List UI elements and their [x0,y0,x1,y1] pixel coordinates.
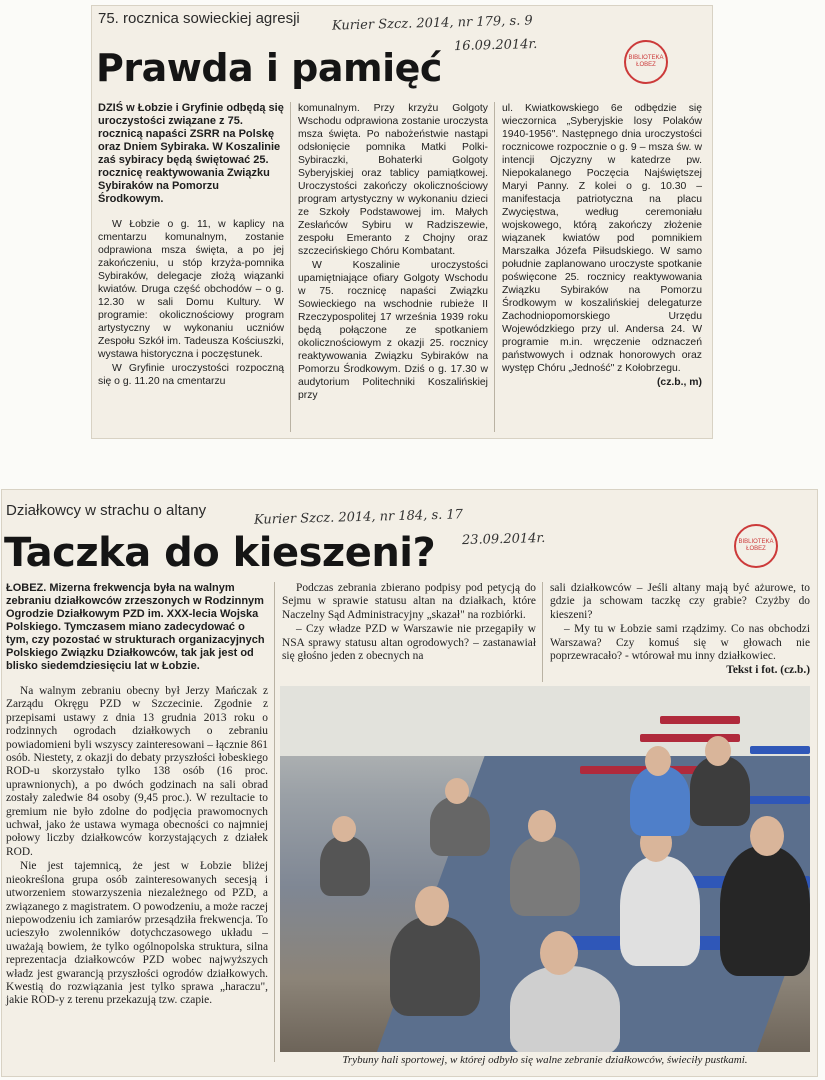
column-divider [542,582,543,682]
person [510,966,620,1052]
seat-row [660,716,740,724]
person-head [645,746,671,776]
article-headline: Taczka do kieszeni? [4,530,436,576]
article-column-1 [6,582,268,1009]
article-column-2 [282,582,536,664]
paragraph: – My tu w Łobzie sami rządzimy. Co nas obchodzi Warszawa? Czy komuś się w głowach nie poprzewracało? - wtórował mu inny działkowiec. [550,623,810,663]
column-divider [494,102,495,432]
person [510,836,580,916]
person-head [332,816,356,842]
paragraph: W Koszalinie uroczystości upamiętniające ofiary Golgoty Wschodu w 75. rocznicę napaści Związku Sowieckiego na wschodnie rubieże II Rzeczypospolitej 17 września 1939 roku będą połączone ze spotkaniem okolicznościowym z okazji 25. rocznicy reaktywowania Związku Sybiraków na Pomorzu Środkowym. Dziś o g. 17.30 w audytorium Politechniki Koszalińskiej przy [298,260,488,401]
article-lead: ŁOBEZ. Mizerna frekwencja była na walnym zebraniu działkowców zrzeszonych w Rodzinnym Ogrodzie Działkowym PZD im. XXX-lecia Wojska Polskiego. Tymczasem miano zadecydować o tym, czy pozostać w strukturach organizacyjnych Polskiego Związku Działkowców, tak jak jest od blisko siedemdziesięciu lat w Łobzie. [6,582,265,672]
article-column-2 [298,102,488,403]
column-divider [274,582,275,1062]
person [630,766,690,836]
sports-hall-stands-photo [280,686,810,1052]
person [720,846,810,976]
article-clipping-1 [92,6,712,438]
paragraph: Podczas zebrania zbierano podpisy pod petycją do Sejmu w sprawie statusu altan na działkach, które Naczelny Sąd Administracyjny „skazał" na rozbiórki. [282,582,536,621]
article-clipping-2 [2,490,817,1076]
paragraph: Nie jest tajemnicą, że jest w Łobzie bliżej nieokreślona grupa osób zainteresowanych secesją i utworzeniem stowarzyszenia niezależnego od PZD, a związanego z magistratem. O powodzeniu, a może raczej niepowodzeniu ich zamiarów przesądziła frekwencja. To ucieszyło zwolenników dotychczasowego układu – uważają bowiem, że tylko ogólnopolska struktura, silna reprezentacja działkowców PZD wobec najwyższych władz jest gwarancją przyszłości ogrodów działkowych. Kwestią do rozwiązania jest tylko sprawa „haraczu", jakie ROD-y z terenu przekazują tzw. czapie. [6,860,268,1007]
person-head [415,886,449,926]
person-head [445,778,469,804]
article-lead: DZIŚ w Łobzie i Gryfinie odbędą się uroczystości związane z 75. rocznicą napaści ZSRR na Polskę oraz Dniem Sybiraka. W Koszalinie zaś sybiracy będą świętować 25. rocznicę reaktywowania Związku Sybiraków na Pomorzu Środkowym. [98,102,284,205]
handwritten-date-note: 23.09.2014r. [461,530,546,549]
person [430,796,490,856]
handwritten-source-note: Kurier Szcz. 2014, nr 184, s. 17 [253,507,464,528]
article-byline: Tekst i fot. (cz.b.) [726,664,810,677]
article-kicker: 75. rocznica sowieckiej agresji [98,10,300,27]
article-headline: Prawda i pamięć [96,46,442,90]
library-stamp: BIBLIOTEKA ŁOBEZ [624,40,668,84]
person [320,836,370,896]
person-head [750,816,784,856]
photo-caption: Trybuny hali sportowej, w której odbyło się walne zebranie działkowców, świeciły pustkami. [342,1054,748,1066]
seat-row [750,746,810,754]
person-head [528,810,556,842]
handwritten-date-note: 16.09.2014r. [453,36,538,55]
handwritten-source-note: Kurier Szcz. 2014, nr 179, s. 9 [331,13,533,34]
person-head [705,736,731,766]
article-column-1 [98,102,284,389]
library-stamp: BIBLIOTEKA ŁOBEZ [734,524,778,568]
paragraph: Na walnym zebraniu obecny był Jerzy Mańczak z Zarządu Okręgu PZD w Szczecinie. Zgodnie z przepisami ustawy z dnia 13 grudnia 2013 roku o rodzinnych ogrodach działkowych o zebraniu powiadomieni byli wszyscy zainteresowani – łącznie 861 osób. Niestety, z okazji do debaty przyszłości łobeskiego ROD-u skorzystało tylko 138 osób (16 proc. uprawnionych), a po dwóch godzinach na sali obrad zostały zaledwie 84 osoby (9,45 proc.). W rezultacie to gremium nie było zdolne do podjęcia prawomocnych uchwał, jako że ustawa wymaga obecności co najmniej połowy liczby działkowców korzystających z działek ROD. [6,685,268,858]
person [620,856,700,966]
article-kicker: Działkowcy w strachu o altany [6,502,207,519]
column-divider [290,102,291,432]
paragraph: komunalnym. Przy krzyżu Golgoty Wschodu odprawiona zostanie uroczysta msza święta. Po nabożeństwie nastąpi odsłonięcie pomnika Matki Polki-Sybiraczki, Bohaterki Golgoty Syberyjskiej oraz tablicy pamiątkowej. Uroczystości zakończy okolicznościowy program artystyczny w wykonaniu dzieci ze Szkoły Podstawowej im. Małych Zesłańców Sybiru w Radziszewie, zespołu Emeranto z Chojny oraz szczecińskiego Chóru Kombatant. [298,103,488,257]
paragraph: sali działkowców – Jeśli altany mają być ażurowe, to gdzie ja schowam taczkę czy grabie? Czyżby do kieszeni? [550,582,810,621]
paragraph: W Gryfinie uroczystości rozpoczną się o g. 11.20 na cmentarzu [98,363,284,387]
article-byline: (cz.b., m) [656,377,702,388]
article-column-3 [550,582,810,679]
person-head [540,931,578,975]
paragraph: ul. Kwiatkowskiego 6e odbędzie się wieczornica „Syberyjskie losy Polaków 1940-1956". Następnego dnia uroczystości rocznicowe rozpocznie o g. 9 – msza św. w intencji Ojczyzny w katedrze pw. Niepokalanego Poczęcia Najświętszej Maryi Panny. Z kolei o g. 10.30 – manifestacja patriotyczna na placu Zwycięstwa, według ceremoniału wojskowego, którą zakończy złożenie wiązanek kwiatów pod pomnikiem Marszałka Józefa Piłsudskiego. W samo południe zaplanowano uroczyste spotkanie poświęcone 25. rocznicy reaktywowania Związku Sybiraków na Pomorzu Środkowym w koszalińskiej delegaturze Zachodniopomorskiego Urzędu Wojewódzkiego przy ul. Andersa 24. W programie m.in. wręczenie odznaczeń państwowych i odznak honorowych oraz występ Chóru „Jedność" z Kołobrzegu. [502,103,702,374]
paragraph: – Czy władze PZD w Warszawie nie przegapiły w NSA sprawy statusu altan ogrodowych? – zastanawiał się głośno jeden z obecnych na [282,623,536,663]
article-column-3 [502,102,702,390]
person [390,916,480,1016]
person [690,756,750,826]
paragraph: W Łobzie o g. 11, w kaplicy na cmentarzu komunalnym, zostanie odprawiona msza święta, a po jej zakończeniu, u stóp krzyża-pomnika Sybiraków, delegacje złożą wiązanki kwiatów. Druga część obchodów – o g. 12.30 w sali Domu Kultury. W programie: okolicznościowy program artystyczny w wykonaniu uczniów Zespołu Szkół im. Tadeusza Kościuszki, wystawa historyczna i poczęstunek. [98,219,284,360]
seat-row [740,796,810,804]
